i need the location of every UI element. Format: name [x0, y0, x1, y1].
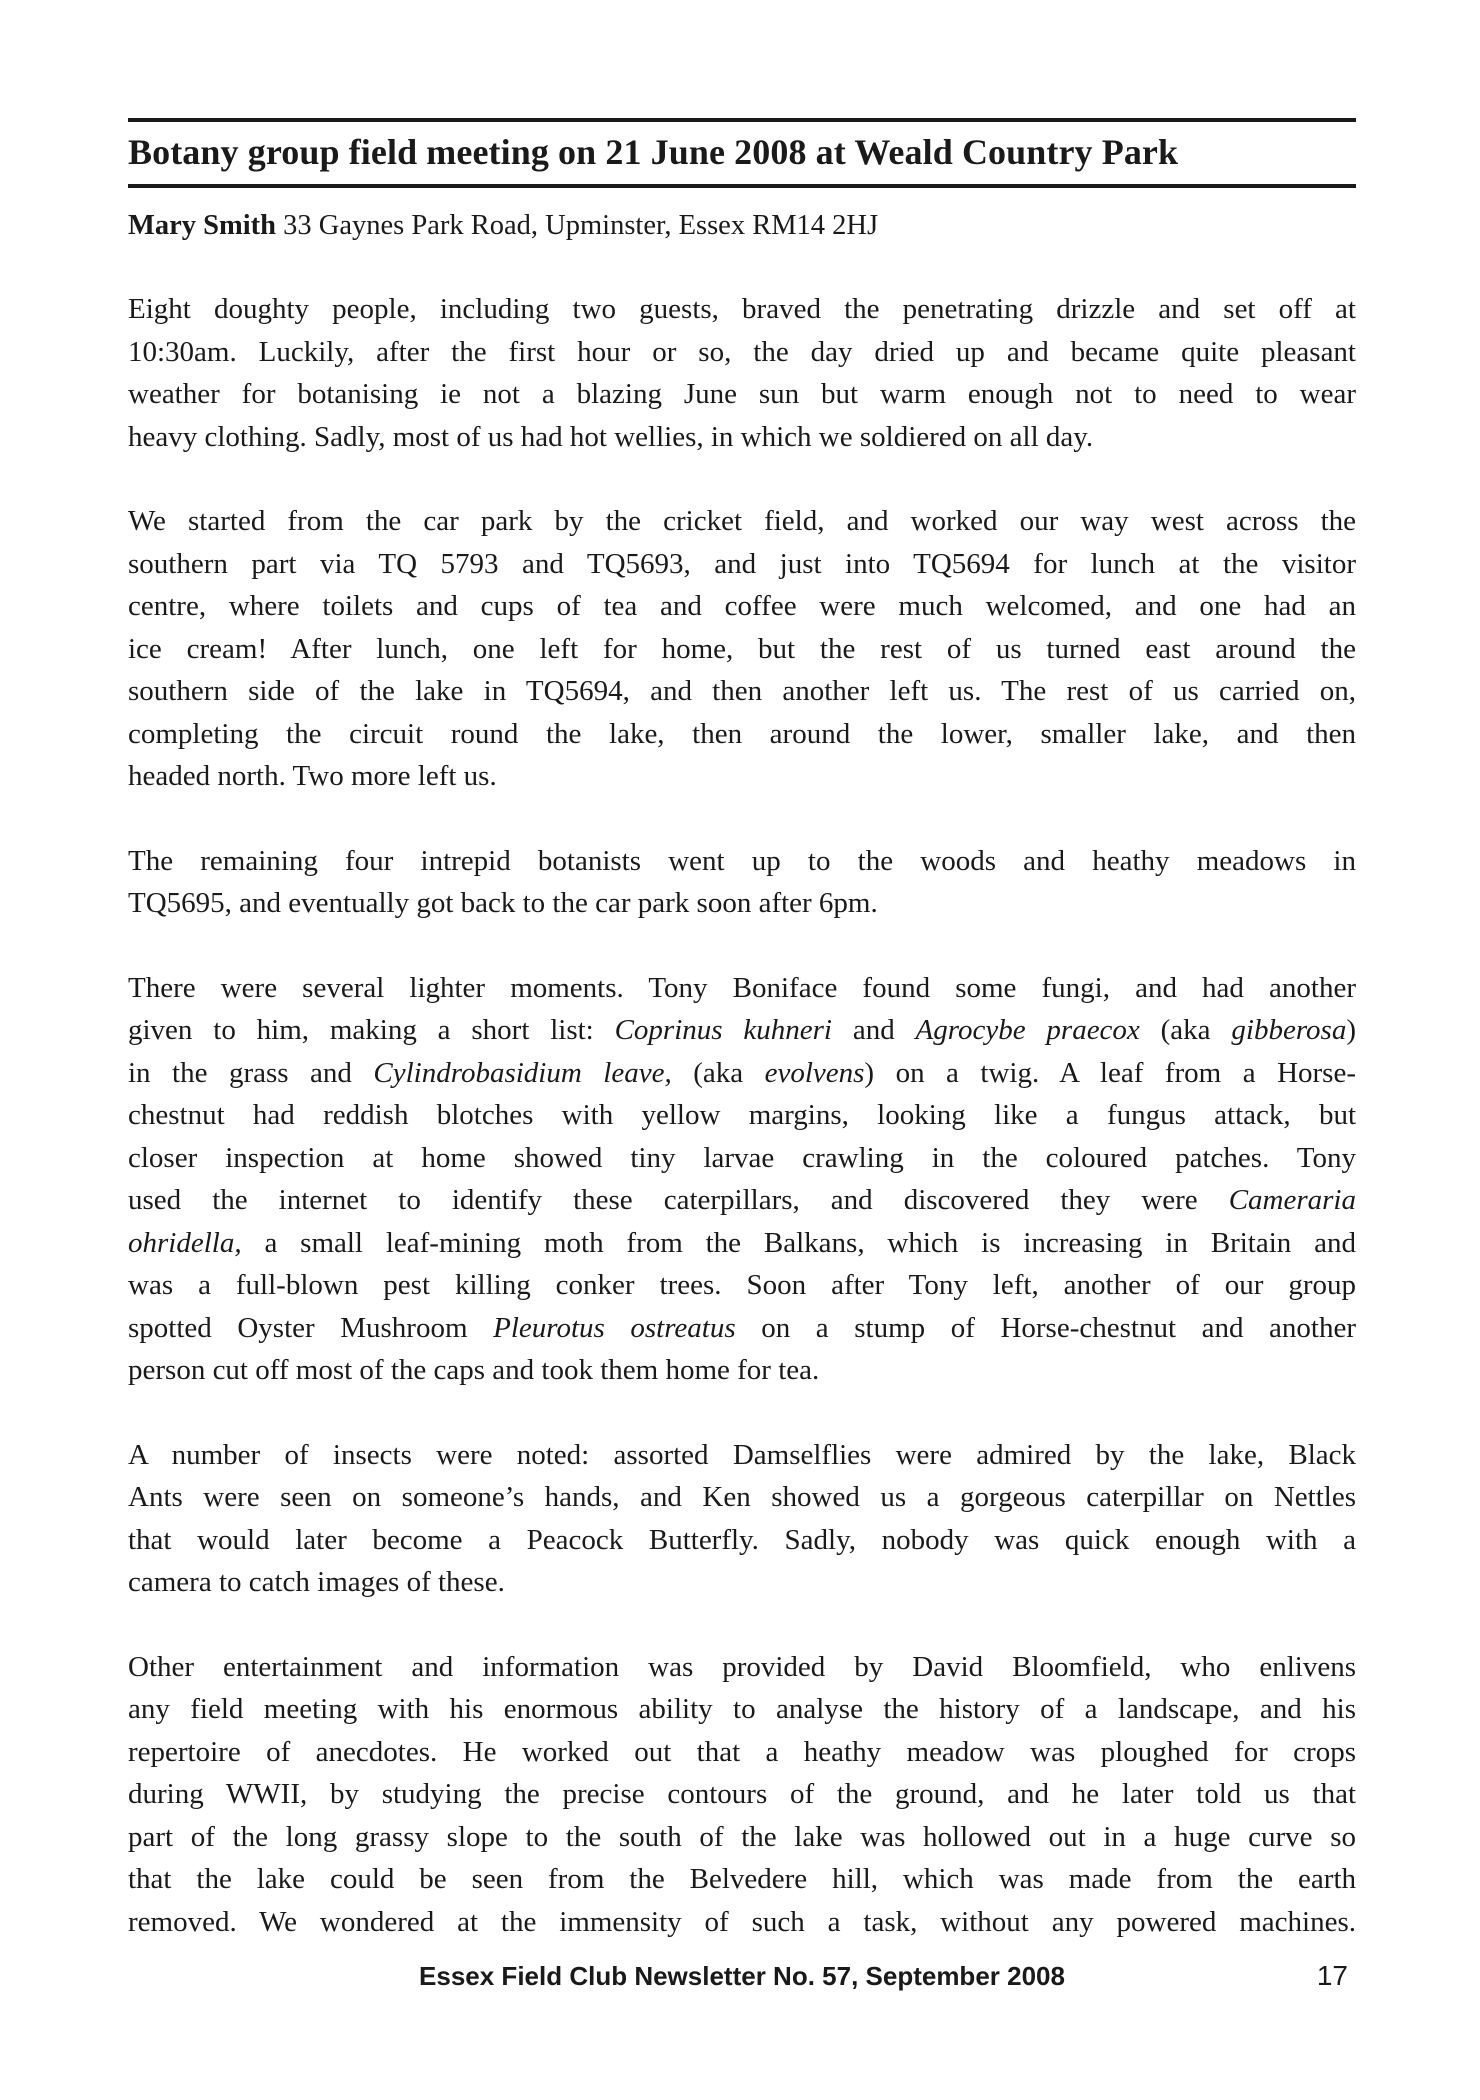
- paragraph-line: that would later become a Peacock Butterfly. Sadly, nobody was quick enough with a: [128, 1523, 1356, 1556]
- title-top-rule: [128, 118, 1356, 122]
- paragraph-line: southern side of the lake in TQ5694, and then another left us. The rest of us carried on,: [128, 675, 1356, 707]
- text-run: (aka: [671, 1056, 765, 1089]
- text-run: There were several lighter moments. Tony Boniface found some fungi, and had another: [128, 971, 1356, 1004]
- paragraph-line: A number of insects were noted: assorted Damselflies were admired by the lake, Black: [128, 1438, 1356, 1471]
- paragraph-line: southern part via TQ 5793 and TQ5693, and just into TQ5694 for lunch at the visitor: [128, 547, 1356, 580]
- paragraph-line: [128, 1009, 1356, 1052]
- paragraph: [128, 1646, 1356, 1944]
- text-run: used the internet to identify these caterpillars, and discovered they were: [128, 1184, 1229, 1216]
- species-name: ohridella,: [128, 1226, 242, 1259]
- author-address: 33 Gaynes Park Road, Upminster, Essex RM14 2HJ: [276, 210, 879, 241]
- species-name: Cylindrobasidium leave,: [373, 1056, 672, 1089]
- paragraph-line: [128, 1264, 1356, 1307]
- paragraph: [128, 500, 1356, 798]
- paragraph: [128, 967, 1356, 1392]
- species-name: Pleurotus ostreatus: [493, 1311, 736, 1344]
- paragraph-line: 10:30am. Luckily, after the first hour or so, the day dried up and became quite pleasant: [128, 335, 1356, 368]
- paragraph: [128, 1434, 1356, 1604]
- author-line: [128, 206, 1356, 246]
- text-run: ): [1346, 1014, 1356, 1046]
- paragraph-line: Other entertainment and information was provided by David Bloomfield, who enlivens: [128, 1650, 1356, 1683]
- paragraph-line: TQ5695, and eventually got back to the car park soon after 6pm.: [128, 887, 878, 919]
- paragraph-line: removed. We wondered at the immensity of such a task, without any powered machines.: [128, 1905, 1356, 1938]
- text-run: ) on a twig. A leaf from a Horse-: [864, 1056, 1356, 1089]
- paragraph-line: part of the long grassy slope to the south of the lake was hollowed out in a huge curve so: [128, 1820, 1356, 1853]
- paragraph-line: ice cream! After lunch, one left for home, but the rest of us turned east around the: [128, 632, 1356, 665]
- text-run: person cut off most of the caps and took them home for tea.: [128, 1354, 820, 1386]
- paragraph-line: headed north. Two more left us.: [128, 760, 497, 792]
- paragraph-line: that the lake could be seen from the Belvedere hill, which was made from the earth: [128, 1863, 1356, 1895]
- paragraph-line: repertoire of anecdotes. He worked out that a heathy meadow was ploughed for crops: [128, 1735, 1356, 1768]
- paragraph-line: The remaining four intrepid botanists went up to the woods and heathy meadows in: [128, 844, 1356, 877]
- paragraph-line: Ants were seen on someone’s hands, and Ken showed us a gorgeous caterpillar on Nettles: [128, 1481, 1356, 1513]
- title-bottom-rule: [128, 184, 1356, 188]
- page-footer: [128, 1956, 1356, 1996]
- paragraph-line: centre, where toilets and cups of tea and coffee were much welcomed, and one had an: [128, 590, 1356, 622]
- species-name: evolvens: [764, 1056, 865, 1089]
- text-run: and: [831, 1014, 916, 1046]
- paragraph-line: We started from the car park by the cricket field, and worked our way west across the: [128, 505, 1356, 537]
- paragraph-line: during WWII, by studying the precise contours of the ground, and he later told us that: [128, 1778, 1356, 1810]
- page-number: 17: [1316, 1960, 1348, 1991]
- species-name: Agrocybe praecox: [915, 1014, 1140, 1046]
- author-name: Mary Smith: [128, 210, 277, 241]
- paragraph: [128, 840, 1356, 925]
- paragraph: [128, 288, 1356, 458]
- article-title: Botany group field meeting on 21 June 2008 at Weald Country Park: [128, 132, 1179, 172]
- text-run: a small leaf-mining moth from the Balkans, which is increasing in Britain and: [241, 1226, 1356, 1259]
- text-run: in the grass and: [128, 1056, 374, 1089]
- paragraph-line: heavy clothing. Sadly, most of us had hot wellies, in which we soldiered on all day.: [128, 420, 1094, 453]
- paragraph-line: [128, 1179, 1356, 1222]
- text-run: given to him, making a short list:: [128, 1014, 615, 1046]
- paragraph-line: [128, 1307, 1356, 1350]
- paragraph-line: [128, 1349, 1356, 1392]
- text-run: was a full-blown pest killing conker trees. Soon after Tony left, another of our group: [128, 1269, 1356, 1301]
- newsletter-issue: Essex Field Club Newsletter No. 57, September 2008: [419, 1961, 1065, 1991]
- paragraph-line: [128, 1222, 1356, 1265]
- species-name: Coprinus kuhneri: [614, 1014, 832, 1046]
- text-run: closer inspection at home showed tiny larvae crawling in the coloured patches. Tony: [128, 1141, 1356, 1174]
- paragraph-line: weather for botanising ie not a blazing June sun but warm enough not to need to wear: [128, 378, 1356, 410]
- species-name: Cameraria: [1228, 1184, 1356, 1216]
- paragraph-line: [128, 1137, 1356, 1180]
- paragraph-line: completing the circuit round the lake, then around the lower, smaller lake, and then: [128, 717, 1356, 750]
- newsletter-page: [128, 118, 1356, 2058]
- paragraph-line: Eight doughty people, including two guests, braved the penetrating drizzle and set off at: [128, 293, 1356, 325]
- text-run: spotted Oyster Mushroom: [128, 1311, 494, 1344]
- text-run: chestnut had reddish blotches with yellow margins, looking like a fungus attack, but: [128, 1099, 1356, 1131]
- paragraph-line: [128, 967, 1356, 1010]
- paragraph-line: any field meeting with his enormous ability to analyse the history of a landscape, and his: [128, 1693, 1356, 1725]
- text-run: on a stump of Horse-chestnut and another: [735, 1311, 1356, 1344]
- paragraph-line: [128, 1094, 1356, 1137]
- paragraph-line: [128, 1052, 1356, 1095]
- text-run: (aka: [1139, 1014, 1232, 1046]
- species-name: gibberosa: [1231, 1014, 1347, 1046]
- article-body: [128, 288, 1356, 1943]
- paragraph-line: camera to catch images of these.: [128, 1566, 505, 1598]
